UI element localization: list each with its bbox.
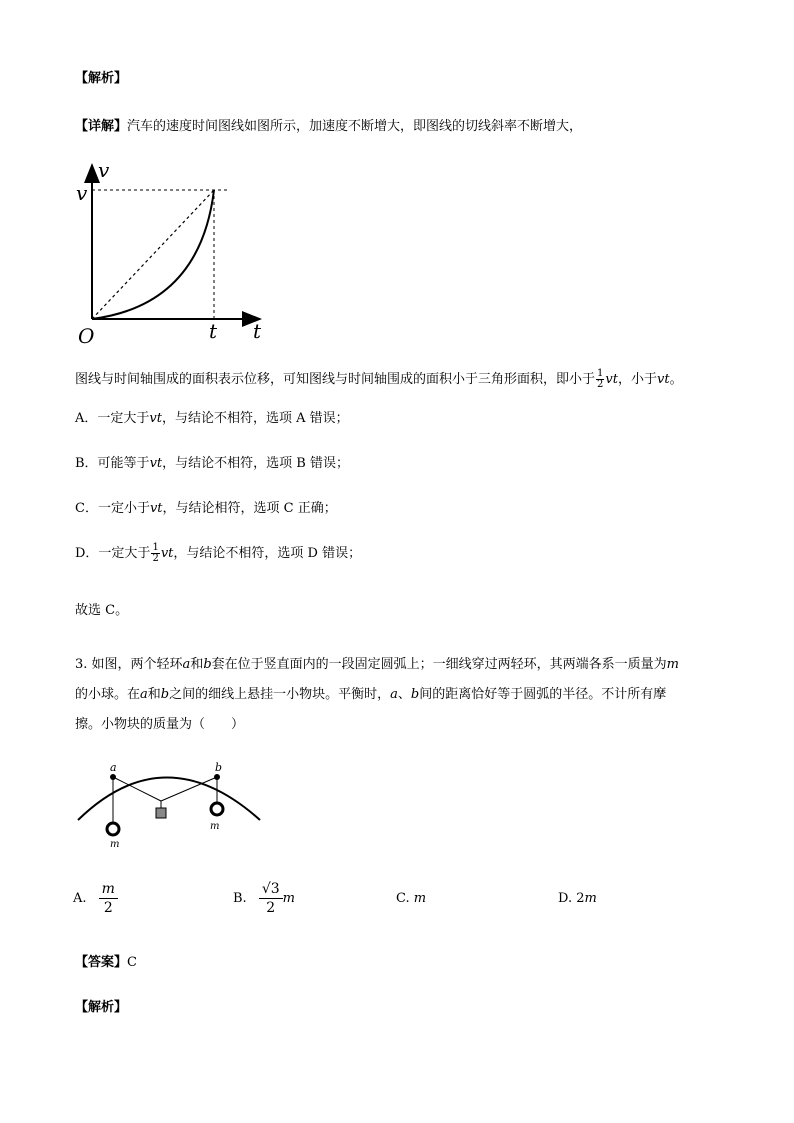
- choice-c-label: C.: [396, 891, 410, 906]
- choice-b-label: B.: [233, 891, 247, 906]
- origin-label: O: [78, 324, 95, 348]
- choice-d: [558, 891, 597, 906]
- choice-a-den: 2: [103, 900, 113, 916]
- q3-text-1a: 3. 如图，两个轻环: [75, 657, 183, 672]
- option-d-suffix: ，与结论不相符，选项 D 错误；: [173, 546, 362, 561]
- q3-var-a3: a: [390, 687, 398, 702]
- question3-line3: 擦。小物块的质量为（ ）: [75, 717, 245, 732]
- choice-b-fraction: [259, 880, 283, 917]
- area-vt2: vt: [656, 372, 670, 387]
- q3-text-2a: 的小球。在: [75, 687, 141, 702]
- ball-right: [211, 803, 223, 815]
- q3-var-b: b: [203, 657, 212, 672]
- choice-d-var: m: [584, 891, 597, 906]
- option-d-frac-num: 1: [152, 542, 159, 553]
- option-d-frac-den: 2: [152, 553, 159, 564]
- option-c-line: [75, 497, 337, 516]
- answer-value: C: [127, 955, 137, 970]
- choice-a-num: m: [99, 880, 118, 899]
- option-b-line: [75, 452, 349, 471]
- option-d-line: [75, 542, 361, 564]
- option-b-prefix: B．可能等于: [75, 456, 150, 471]
- q3-text-2b: 和: [147, 687, 161, 702]
- area-vt: vt: [605, 372, 618, 387]
- t-tick-label: t: [209, 319, 218, 343]
- label-m-right: m: [210, 821, 220, 832]
- question3-line1: [75, 653, 679, 672]
- v-tick-label: v: [76, 181, 88, 205]
- label-b: b: [215, 761, 223, 774]
- answer-line: [75, 951, 137, 970]
- label-m-left: m: [110, 839, 120, 850]
- rings-arc-figure: [70, 755, 270, 855]
- q3-text-2d: 、: [397, 687, 411, 702]
- choice-b-var: m: [282, 891, 295, 906]
- q3-var-b2: b: [160, 687, 170, 702]
- option-c-var: vt: [149, 501, 163, 516]
- label-a: a: [110, 761, 117, 774]
- option-d-fraction: [151, 543, 159, 564]
- option-a-prefix: A．一定大于: [75, 411, 150, 426]
- choice-b-num: √3: [259, 880, 283, 899]
- q3-var-a: a: [182, 657, 191, 672]
- q3-var-b3: b: [410, 687, 420, 702]
- small-block: [156, 808, 166, 818]
- q3-text-2c: 之间的细线上悬挂一小物块。平衡时，: [169, 687, 391, 702]
- velocity-time-graph: [70, 155, 270, 350]
- fixed-arc: [78, 778, 260, 821]
- option-b-suffix: ，与结论不相符，选项 B 错误；: [162, 456, 349, 471]
- q3-text-1c: 套在位于竖直面内的一段固定圆弧上；一细线穿过两轻环，其两端各系一质量为: [211, 657, 667, 672]
- option-a-var: vt: [149, 411, 162, 426]
- detail-line: [75, 115, 582, 134]
- choice-a-label: A.: [73, 891, 87, 906]
- choice-d-label: D. 2: [558, 891, 585, 906]
- option-a-suffix: ，与结论不相符，选项 A 错误；: [161, 411, 349, 426]
- conclusion: 故选 C。: [75, 603, 129, 618]
- area-text-b: ，小于: [617, 372, 657, 387]
- choice-c: [396, 891, 426, 906]
- choice-a: [73, 880, 118, 917]
- frac-num: 1: [597, 368, 604, 379]
- area-text-a: 图线与时间轴围成的面积表示位移，可知图线与时间轴围成的面积小于三角形面积，即小于: [75, 372, 596, 387]
- q3-var-m: m: [666, 657, 679, 672]
- option-d-var: vt: [160, 546, 174, 561]
- ball-left: [107, 823, 119, 835]
- option-b-var: vt: [149, 456, 163, 471]
- half-fraction: [596, 369, 604, 390]
- option-c-prefix: C．一定小于: [75, 501, 150, 516]
- area-line: [75, 368, 683, 390]
- option-d-prefix: D．一定大于: [75, 546, 151, 561]
- q3-var-a2: a: [140, 687, 148, 702]
- analysis-heading-1: 【解析】: [75, 71, 128, 86]
- t-axis-label: t: [253, 319, 262, 343]
- frac-den: 2: [597, 379, 604, 390]
- q3-text-1b: 和: [190, 657, 204, 672]
- detail-label: 【详解】: [75, 119, 128, 134]
- detail-text: 汽车的速度时间图线如图所示，加速度不断增大，即图线的切线斜率不断增大，: [127, 119, 583, 134]
- choice-b: [233, 880, 295, 917]
- q3-text-2e: 间的距离恰好等于圆弧的半径。不计所有摩: [419, 687, 667, 702]
- option-a-line: [75, 407, 349, 426]
- question3-line2: [75, 683, 666, 702]
- choice-b-den: 2: [266, 900, 276, 916]
- area-text-c: 。: [669, 372, 683, 387]
- option-c-suffix: ，与结论相符，选项 C 正确；: [162, 501, 337, 516]
- v-axis-label: v: [98, 158, 110, 182]
- choice-a-fraction: [99, 880, 118, 917]
- answer-label: 【答案】: [75, 955, 128, 970]
- analysis-heading-2: 【解析】: [75, 1000, 128, 1015]
- choice-c-var: m: [413, 891, 427, 906]
